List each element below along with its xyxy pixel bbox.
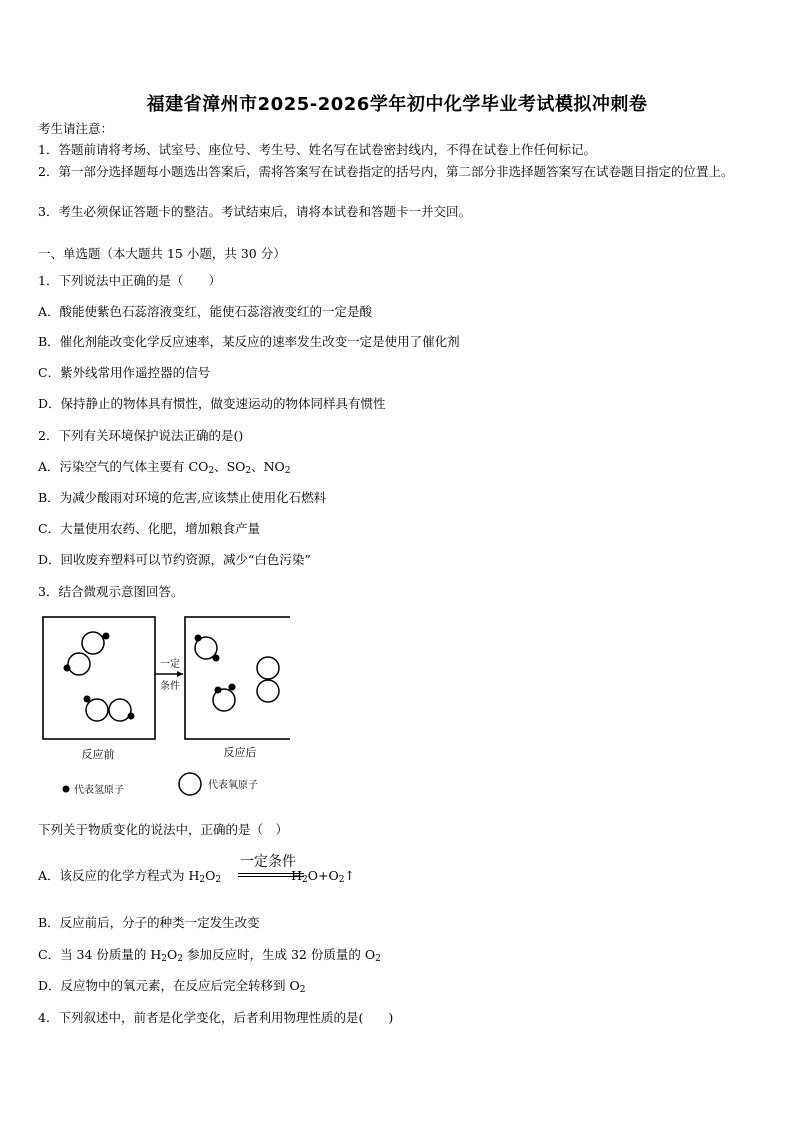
oxygen-atom [82,632,104,654]
legend-hydrogen-dot [63,786,70,793]
q1-option-a: A．酸能使紫色石蕊溶液变红，能使石蕊溶液变红的一定是酸 [38,304,373,319]
oxygen-atom [257,680,279,702]
q2-option-d: D．回收废弃塑料可以节约资源，减少“白色污染” [38,552,311,567]
oxygen-atom [109,699,131,721]
after-label: 反应后 [223,746,257,759]
q1-option-b: B．催化剂能改变化学反应速率，某反应的速率发生改变一定是使用了催化剂 [38,334,460,349]
q2-option-a: A．污染空气的气体主要有 $CO_2$、$SO_2$、$NO_2$ [38,459,291,476]
reaction-condition: 一定条件 [240,854,296,870]
q1-option-c: C．紫外线常用作遥控器的信号 [38,365,211,380]
before-label: 反应前 [81,748,115,761]
legend-oxygen-label: 代表氧原子 [208,780,258,791]
section-heading: 一、单选题（本大题共 15 小题，共 30 分） [38,246,286,261]
oxygen-atom [86,699,108,721]
arrow-top-label: 一定 [160,659,180,670]
hydrogen-atom [103,633,110,640]
micro-diagram [40,612,290,806]
hydrogen-atom [213,655,220,662]
hydrogen-atom [84,696,91,703]
hydrogen-atom [229,684,236,691]
notice-item-2: 2．第一部分选择题每小题选出答案后，需将答案写在试卷指定的括号内，第二部分非选择题答案写在试卷题目指定的位置上。 [38,164,734,179]
hydrogen-atom [64,665,71,672]
q1-option-d: D．保持静止的物体具有惯性，做变速运动的物体同样具有惯性 [38,396,386,411]
reaction-diagram-svg [40,612,290,802]
q4-stem: 4．下列叙述中，前者是化学变化，后者利用物理性质的是( ) [38,1010,394,1025]
q3-stem: 3．结合微观示意图回答。 [38,584,184,599]
q3-option-b: B．反应前后，分子的种类一定发生改变 [38,915,260,930]
oxygen-atom [68,653,90,675]
after-box [185,617,290,739]
arrow-head [177,671,183,677]
hydrogen-atom [128,713,135,720]
oxygen-atom [257,657,279,679]
page-title: 福建省漳州市2025-2026学年初中化学毕业考试模拟冲刺卷 [146,94,648,115]
q2-option-b: B．为减少酸雨对环境的危害,应该禁止使用化石燃料 [38,490,327,505]
hydrogen-atom [215,687,222,694]
notice-item-3: 3．考生必须保证答题卡的整洁。考试结束后，请将本试卷和答题卡一并交回。 [38,204,471,219]
legend-oxygen-circle [179,773,201,795]
q3-option-d: D．反应物中的氧元素，在反应后完全转移到 $O_2$ [38,978,306,995]
legend-hydrogen-label: 代表氢原子 [74,785,124,796]
q3-option-c: C．当 34 份质量的 $H_2O_2$ 参加反应时，生成 32 份质量的 $O_2$ [38,947,381,964]
arrow-bottom-label: 条件 [160,681,180,692]
notice-heading: 考生请注意： [38,121,114,136]
q3-question: 下列关于物质变化的说法中，正确的是（ ） [38,822,289,837]
notice-item-1: 1．答题前请将考场、试室号、座位号、考生号、姓名写在试卷密封线内，不得在试卷上作任何标记。 [38,142,596,157]
q2-stem: 2．下列有关环境保护说法正确的是() [38,428,244,443]
q2-option-c: C．大量使用农药、化肥，增加粮食产量 [38,521,261,536]
q3-option-a: A．该反应的化学方程式为 $H_2O_2$ $H_2O+O_2↑$ [38,868,355,885]
hydrogen-atom [195,635,202,642]
q1-stem: 1．下列说法中正确的是（ ） [38,273,221,288]
